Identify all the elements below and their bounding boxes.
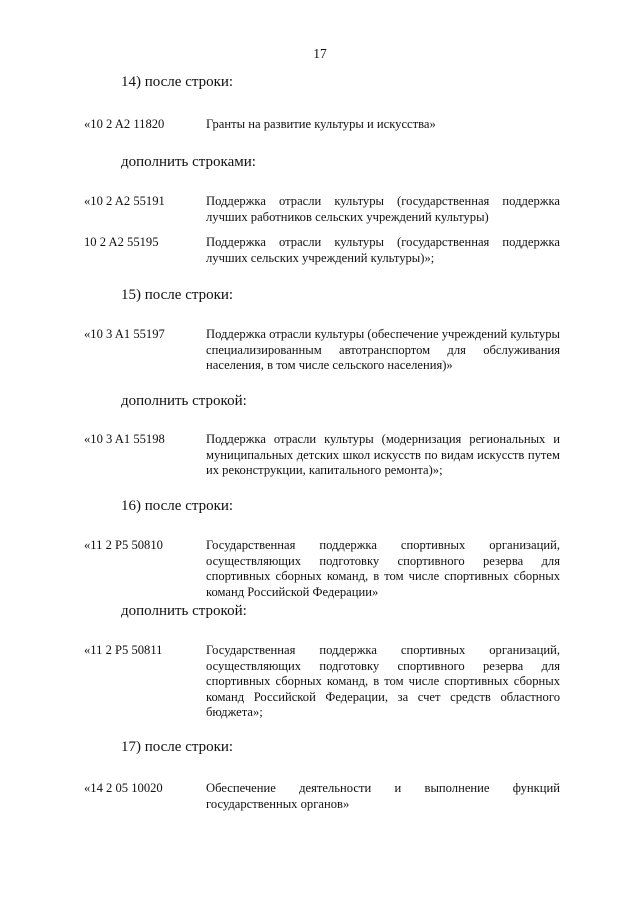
entry-description: Государственная поддержка спортивных организаций, осуществляющих подготовку спортивного резерва для спортивных сборных команд, в том числе спортивных сборных команд Российской Федерации» (206, 538, 560, 599)
entry-code: «10 3 A1 55197 (84, 327, 165, 341)
add-line-heading: дополнить строкой: (121, 603, 247, 619)
section-17-heading: 17) после строки: (121, 739, 234, 755)
entry-code: «11 2 P5 50811 (84, 643, 163, 657)
entry-description: Поддержка отрасли культуры (модернизация региональных и муниципальных детских школ искусств по видам искусств путем их реконструкции, капитального ремонта)»; (206, 432, 560, 477)
add-line-heading: дополнить строкой: (121, 393, 247, 409)
entry-description: Поддержка отрасли культуры (государственная поддержка лучших сельских учреждений культуры)»; (206, 235, 560, 265)
entry-code: «11 2 P5 50810 (84, 538, 163, 552)
entry-code: «10 2 A2 55191 (84, 194, 165, 208)
section-16-heading: 16) после строки: (121, 498, 234, 514)
entry-code: «14 2 05 10020 (84, 781, 163, 795)
entry-code: «10 2 A2 11820 (84, 117, 165, 131)
entry-description: Государственная поддержка спортивных организаций, осуществляющих подготовку спортивного резерва для спортивных сборных команд, в том числе спортивных сборных команд Российской Федерации, за счет средств областного бюджета»; (206, 643, 560, 719)
entry-description: Поддержка отрасли культуры (обеспечение учреждений культуры специализированным автотранспортом для обслуживания населения, в том числе сельского населения)» (206, 327, 560, 372)
entry-description: Гранты на развитие культуры и искусства» (206, 117, 436, 131)
entry-code: «10 3 A1 55198 (84, 432, 165, 446)
add-lines-heading: дополнить строками: (121, 154, 256, 170)
page-number: 17 (313, 46, 327, 61)
section-15-heading: 15) после строки: (121, 287, 234, 303)
entry-code: 10 2 A2 55195 (84, 235, 159, 249)
entry-description: Обеспечение деятельности и выполнение функций государственных органов» (206, 781, 560, 811)
section-14-heading: 14) после строки: (121, 74, 234, 90)
entry-description: Поддержка отрасли культуры (государственная поддержка лучших работников сельских учреждений культуры) (206, 194, 560, 224)
